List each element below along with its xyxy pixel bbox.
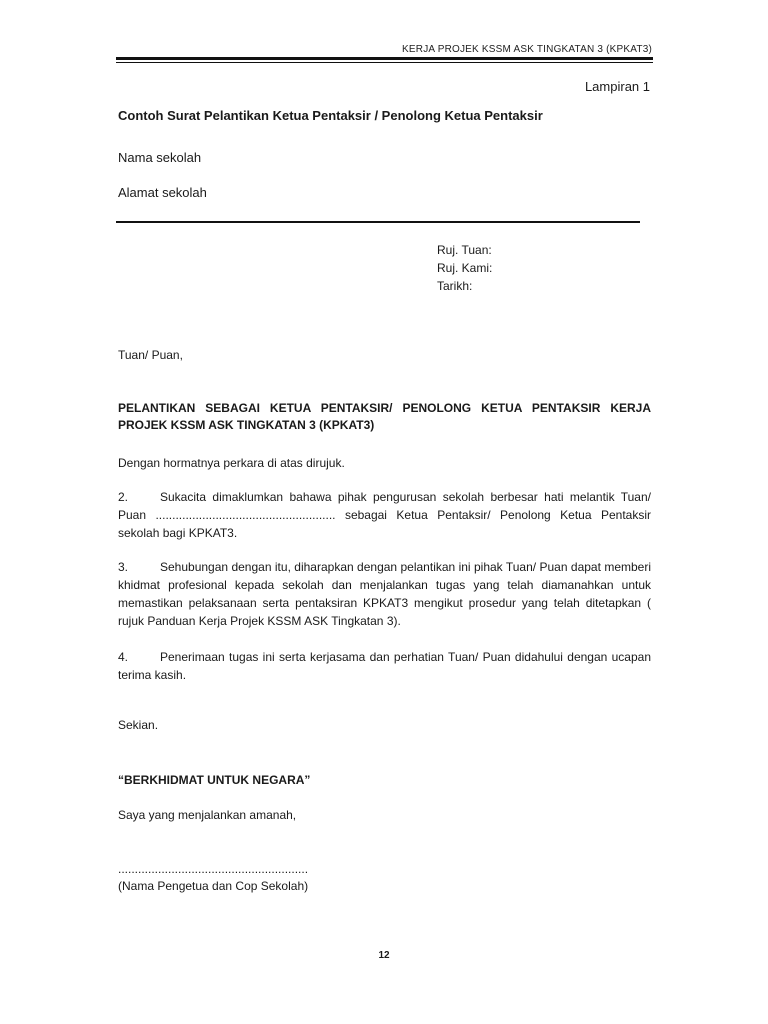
paragraph-text: Sehubungan dengan itu, diharapkan dengan pelantikan ini pihak Tuan/ Puan dapat memberi khidmat profesional kepada sekolah dan menjalankan tugas yang telah diamanahkan untuk memastikan pelaksanaan serta pentaksiran KPKAT3 mengikut prosedur yang telah ditetapkan ( rujuk Panduan Kerja Projek KSSM ASK Tingkatan 3). (118, 560, 651, 628)
header-rule-thin (116, 62, 653, 63)
paragraph-number: 2. (118, 490, 129, 504)
paragraph-4 (118, 648, 651, 684)
school-address: Alamat sekolah (118, 185, 207, 200)
school-name: Nama sekolah (118, 150, 202, 165)
paragraph-text: Penerimaan tugas ini serta kerjasama dan perhatian Tuan/ Puan didahului dengan ucapan terima kasih. (118, 650, 651, 682)
signature-caption: (Nama Pengetua dan Cop Sekolah) (118, 879, 309, 893)
motto: “BERKHIDMAT UNTUK NEGARA” (118, 773, 311, 787)
your-reference: Ruj. Tuan: (437, 243, 492, 257)
letter-date: Tarikh: (437, 279, 473, 293)
our-reference: Ruj. Kami: (437, 261, 493, 275)
running-header: KERJA PROJEK KSSM ASK TINGKATAN 3 (KPKAT3) (402, 44, 652, 55)
page-number: 12 (378, 950, 390, 961)
sign-off: Sekian. (118, 718, 159, 732)
closing-line: Saya yang menjalankan amanah, (118, 808, 297, 822)
paragraph-number: 4. (118, 650, 129, 664)
letter-subject: PELANTIKAN SEBAGAI KETUA PENTAKSIR/ PENOLONG KETUA PENTAKSIR KERJA PROJEK KSSM ASK TINGKATAN 3 (KPKAT3) (118, 401, 651, 432)
attachment-label: Lampiran 1 (584, 79, 650, 94)
header-rule-thick (116, 57, 653, 60)
salutation: Tuan/ Puan, (118, 348, 183, 362)
signature-line: ......................................................... (118, 862, 309, 876)
intro-paragraph: Dengan hormatnya perkara di atas dirujuk. (118, 456, 345, 470)
letter-title: Contoh Surat Pelantikan Ketua Pentaksir / Penolong Ketua Pentaksir (118, 108, 543, 123)
paragraph-2 (118, 488, 651, 542)
paragraph-3 (118, 558, 651, 630)
letterhead-rule (116, 221, 640, 223)
reference-block (437, 241, 492, 295)
paragraph-number: 3. (118, 560, 129, 574)
paragraph-text: Sukacita dimaklumkan bahawa pihak pengurusan sekolah berbesar hati melantik Tuan/ Puan ...................................................... sebagai Ketua Pentaksir/ Penolong Ketua Pentaksir sekolah bagi KPKAT3. (118, 490, 651, 540)
